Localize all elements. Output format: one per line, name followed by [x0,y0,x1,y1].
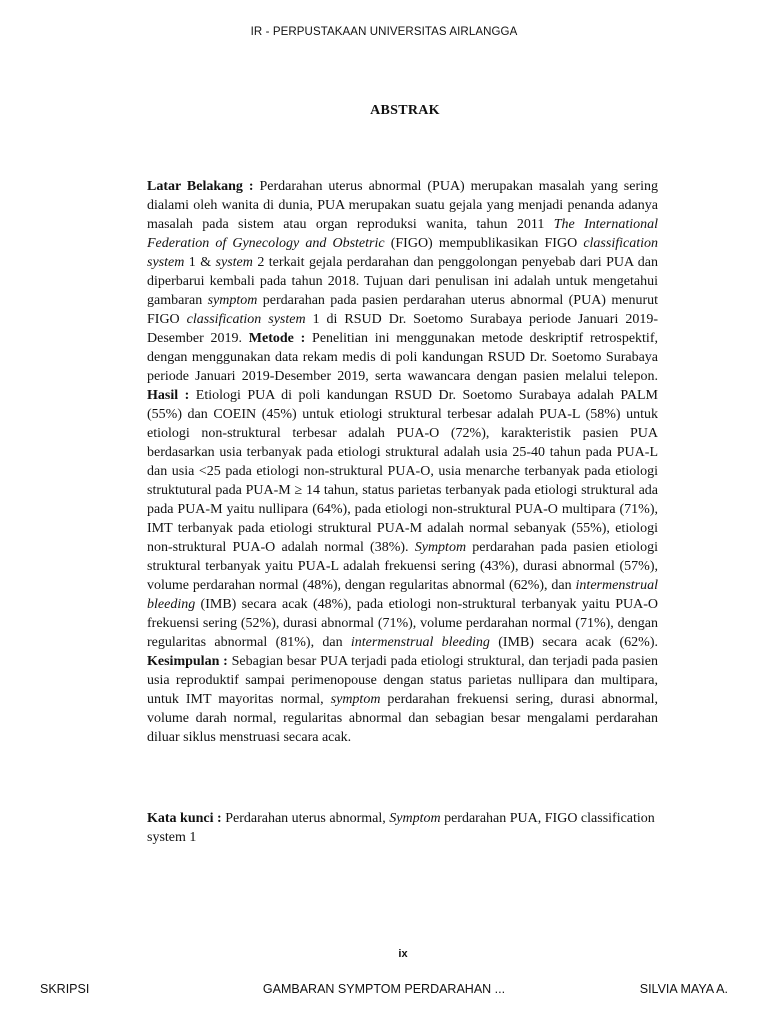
keywords-label: Kata kunci : [147,811,222,826]
page-title: ABSTRAK [370,103,440,118]
abstract-text: Sebagian besar PUA terjadi pada etiologi struktural, dan terjadi pada pasien usia reproduktif sampai perimenopouse dengan status parietas nullipara dan multipara, untuk IMT mayoritas normal, [147,654,659,707]
abstract-text: 1 di RSUD Dr. Soetomo Surabaya periode Januari 2019-Desember 2019. [147,312,658,346]
abstract-text: (FIGO) mempublikasikan FIGO [384,236,584,251]
footer-center-text: GAMBARAN SYMPTOM PERDARAHAN ... [262,982,506,996]
conclusion-label: Kesimpulan : [147,654,228,669]
abstract-italic: classification system [186,312,306,327]
abstract-text: Penelitian ini menggunakan metode deskriptif retrospektif, dengan menggunakan data rekam medis di poli kandungan RSUD Dr. Soetomo Surabaya periode Januari 2019-Desember 2019, serta wawancara dengan pasien melalui telepon. [147,331,658,384]
abstract-italic: system [215,255,253,270]
keywords-paragraph [147,809,658,847]
abstract-italic: intermenstrual bleeding [350,635,490,650]
keywords-text: perdarahan PUA, FIGO classification system 1 [147,811,655,845]
abstract-text: Perdarahan uterus abnormal (PUA) merupakan masalah yang sering dialami oleh wanita di dunia, PUA merupakan suatu gejala yang menjadi penanda adanya masalah pada sistem atau organ reproduksi wanita, tahun 2011 [147,179,659,232]
background-label: Latar Belakang : [147,179,254,194]
abstract-text: Etiologi PUA di poli kandungan RSUD Dr. Soetomo Surabaya adalah PALM (55%) dan COEIN (45%) untuk etiologi struktural terbesar adalah PUA-L (58%) untuk etiologi non-struktural terbesar adalah PUA-O (72%), karakteristik pasien PUA berdasarkan usia terbanyak pada etiologi struktural adalah usia 25-40 tahun pada PUA-L dan usia <25 pada etiologi non-struktural PUA-O, usia menarche terbanyak pada etiologi struktutural pada PUA-M ≥ 14 tahun, status parietas terbanyak pada etiologi struktural ada pada PUA-M yaitu nullipara (64%), pada etiologi non-struktural PUA-O multipara (71%), IMT terbanyak pada etiologi struktural PUA-M adalah normal sebanyak (55%), etiologi non-struktural PUA-O adalah normal (38%). [147,388,658,555]
abstract-text: 1 & [184,255,216,270]
abstract-italic: symptom [330,692,381,707]
abstract-text: perdarahan pada pasien etiologi struktural terbanyak yaitu PUA-L adalah frekuensi sering (43%), durasi abnormal (57%), volume perdarahan normal (48%), dengan regularitas abnormal (62%), dan [147,540,658,593]
abstract-text: (IMB) secara acak (62%). [489,635,658,650]
running-header: IR - PERPUSTAKAAN UNIVERSITAS AIRLANGGA [250,26,518,38]
abstract-italic: The International Federation of Gynecology and Obstetric [147,217,658,251]
keywords-text: Perdarahan uterus abnormal, [221,811,390,826]
abstract-text: 2 terkait gejala perdarahan dan penggolongan penyebab dari PUA dan diperbarui kembali pada tahun 2018. Tujuan dari penulisan ini adalah untuk mengetahui gambaran [147,255,659,308]
abstract-text: (IMB) secara acak (48%), pada etiologi non-struktural terbanyak yaitu PUA-O frekuensi sering (52%), durasi abnormal (71%), volume perdarahan normal (71%), dengan regularitas abnormal (81%), dan [147,597,658,650]
page-number: ix [398,948,408,960]
footer-right-text: SILVIA MAYA A. [639,982,728,996]
abstract-italic: intermenstrual bleeding [147,578,658,612]
keywords-italic: Symptom [389,811,441,826]
abstract-italic: symptom [207,293,258,308]
method-label: Metode : [248,331,306,346]
abstract-text: perdarahan pada pasien perdarahan uterus abnormal (PUA) menurut FIGO [147,293,658,327]
footer-left-text: SKRIPSI [40,982,90,996]
abstract-paragraph [147,177,658,747]
abstract-italic: classification system [147,236,658,270]
abstract-text: perdarahan frekuensi sering, durasi abnormal, volume darah normal, regularitas abnormal dan sebagian besar mengalami perdarahan diluar siklus menstruasi secara acak. [147,692,658,745]
abstract-italic: Symptom [414,540,467,555]
results-label: Hasil : [147,388,190,403]
